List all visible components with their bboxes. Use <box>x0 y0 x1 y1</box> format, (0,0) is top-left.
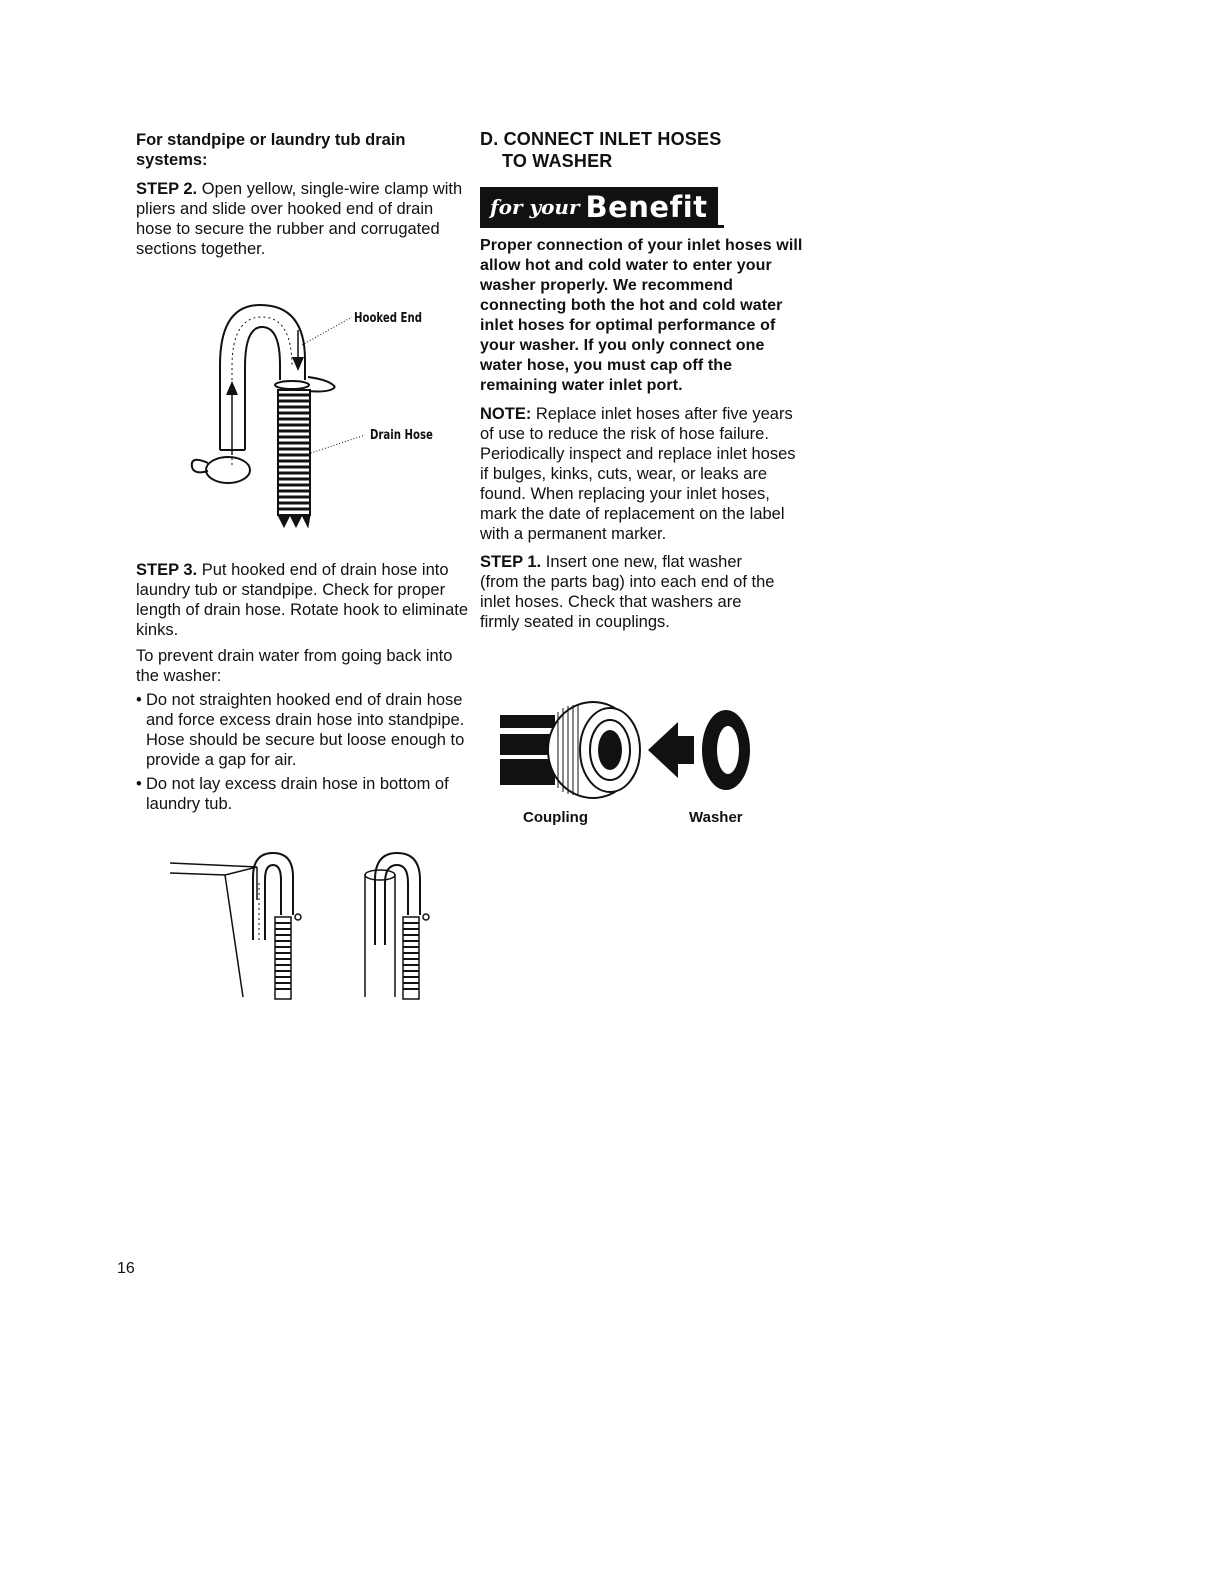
step-2-paragraph <box>136 179 471 259</box>
step-2-text: Open yellow, single-wire clamp with pliers and slide over hooked end of drain hose to secure the rubber and corrugated sections together. <box>136 180 463 258</box>
note-text: Replace inlet hoses after five years of use to reduce the risk of hose failure. Periodically inspect and replace inlet hoses if bulges, kinks, cuts, wear, or leaks are found. When replacing your inlet hoses, mark the date of replacement on the label with a permanent marker. <box>480 405 796 543</box>
benefit-underline <box>480 225 724 228</box>
step-1-paragraph <box>480 552 780 632</box>
hooked-end-callout: Hooked End <box>354 311 422 326</box>
right-column <box>480 128 810 172</box>
left-column-lower <box>136 560 471 814</box>
section-title-line-1: D. CONNECT INLET HOSES <box>480 129 722 149</box>
bullet-item: • Do not straighten hooked end of drain hose and force excess drain hose into standpipe. Hose should be secure but loose enough to provide a gap for air. <box>136 690 471 770</box>
step-3-label: STEP 3. <box>136 561 198 579</box>
drain-hose-callout: Drain Hose <box>370 428 433 443</box>
right-column-body <box>480 236 805 632</box>
coupling-washer-figure <box>498 700 768 805</box>
note-paragraph <box>480 404 805 544</box>
page-number: 16 <box>117 1260 135 1277</box>
note-label: NOTE: <box>480 405 532 423</box>
for-your-benefit-logo <box>480 187 718 226</box>
benefit-logo-for-your: for your <box>490 194 580 219</box>
step-1-text: Insert one new, flat washer (from the parts bag) into each end of the inlet hoses. Check that washers are firmly seated in couplings. <box>480 553 775 631</box>
step-1-label: STEP 1. <box>480 553 542 571</box>
drain-systems-subheading: For standpipe or laundry tub drain systems: <box>136 131 406 169</box>
prevent-intro: To prevent drain water from going back into the washer: <box>136 647 453 685</box>
step-2-label: STEP 2. <box>136 180 198 198</box>
laundry-tub-standpipe-figure <box>165 845 445 1005</box>
prevent-bullet-list <box>136 690 471 814</box>
hooked-drain-hose-figure <box>180 295 450 535</box>
benefit-logo-benefit: Benefit <box>585 189 708 224</box>
section-title <box>480 128 810 172</box>
left-column <box>136 130 471 259</box>
step-3-text: Put hooked end of drain hose into laundry tub or standpipe. Check for proper length of drain hose. Rotate hook to eliminate kinks. <box>136 561 469 639</box>
benefit-paragraph: Proper connection of your inlet hoses will allow hot and cold water to enter your washer properly. We recommend connecting both the hot and cold water inlet hoses for optimal performance of your washer. If you only connect one water hose, you must cap off the remaining water inlet port. <box>480 237 803 394</box>
bullet-item: • Do not lay excess drain hose in bottom of laundry tub. <box>136 774 471 814</box>
washer-caption: Washer <box>689 809 743 826</box>
coupling-caption: Coupling <box>523 809 588 826</box>
step-3-paragraph <box>136 560 471 640</box>
section-title-line-2: TO WASHER <box>502 151 613 171</box>
